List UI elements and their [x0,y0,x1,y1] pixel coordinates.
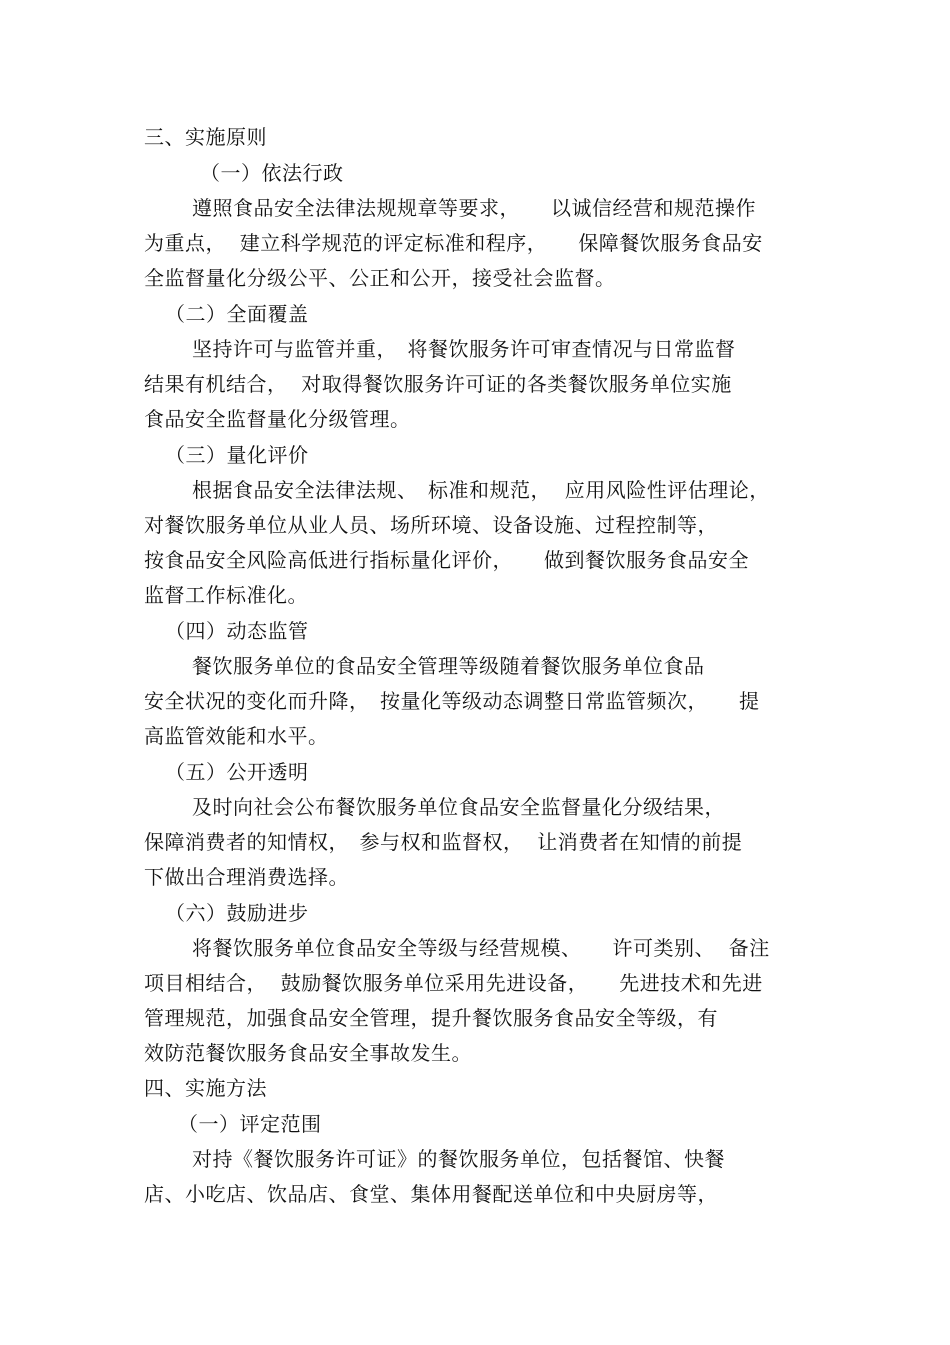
method-1-heading: （一）评定范围 [178,1112,322,1136]
principle-3-line-2: 对餐饮服务单位从业人员、场所环境、设备设施、过程控制等， [144,513,718,537]
principle-6-line-1: 将餐饮服务单位食品安全等级与经营规模、 许可类别、 备注 [192,936,770,960]
principle-6-heading: （六）鼓励进步 [165,901,309,925]
principle-1-line-3: 全监督量化分级公平、公正和公开，接受社会监督。 [144,266,616,290]
principle-4-line-1: 餐饮服务单位的食品安全管理等级随着餐饮服务单位食品 [192,654,705,678]
principle-2-heading: （二）全面覆盖 [165,302,309,326]
method-1-line-2: 店、小吃店、饮品店、食堂、集体用餐配送单位和中央厨房等， [144,1182,718,1206]
principle-3-line-3: 按食品安全风险高低进行指标量化评价， 做到餐饮服务食品安全 [144,548,749,572]
principle-5-line-1: 及时向社会公布餐饮服务单位食品安全监督量化分级结果， [192,795,725,819]
principle-3-line-4: 监督工作标准化。 [144,583,308,607]
principle-6-line-2: 项目相结合， 鼓励餐饮服务单位采用先进设备， 先进技术和先进 [144,971,763,995]
principle-5-line-2: 保障消费者的知情权， 参与权和监督权， 让消费者在知情的前提 [144,830,743,854]
principle-6-line-4: 效防范餐饮服务食品安全事故发生。 [144,1041,472,1065]
principle-5-heading: （五）公开透明 [165,760,309,784]
principle-1-line-1: 遵照食品安全法律法规规章等要求， 以诚信经营和规范操作 [192,196,756,220]
principle-1-line-2: 为重点， 建立科学规范的评定标准和程序， 保障餐饮服务食品安 [144,231,763,255]
section-4-title: 四、实施方法 [144,1076,267,1100]
principle-2-line-1: 坚持许可与监管并重， 将餐饮服务许可审查情况与日常监督 [192,337,736,361]
principle-6-line-3: 管理规范，加强食品安全管理，提升餐饮服务食品安全等级，有 [144,1006,718,1030]
principle-1-heading: （一）依法行政 [200,161,344,185]
principle-3-line-1: 根据食品安全法律法规、 标准和规范， 应用风险性评估理论， [192,478,770,502]
principle-4-line-3: 高监管效能和水平。 [144,724,329,748]
principle-2-line-3: 食品安全监督量化分级管理。 [144,407,411,431]
principle-2-line-2: 结果有机结合， 对取得餐饮服务许可证的各类餐饮服务单位实施 [144,372,732,396]
principle-4-line-2: 安全状况的变化而升降， 按量化等级动态调整日常监管频次， 提 [144,689,760,713]
section-3-title: 三、实施原则 [144,125,267,149]
principle-4-heading: （四）动态监管 [165,619,309,643]
method-1-line-1: 对持《餐饮服务许可证》的餐饮服务单位，包括餐馆、快餐 [192,1147,725,1171]
principle-5-line-3: 下做出合理消费选择。 [144,865,349,889]
principle-3-heading: （三）量化评价 [165,443,309,467]
